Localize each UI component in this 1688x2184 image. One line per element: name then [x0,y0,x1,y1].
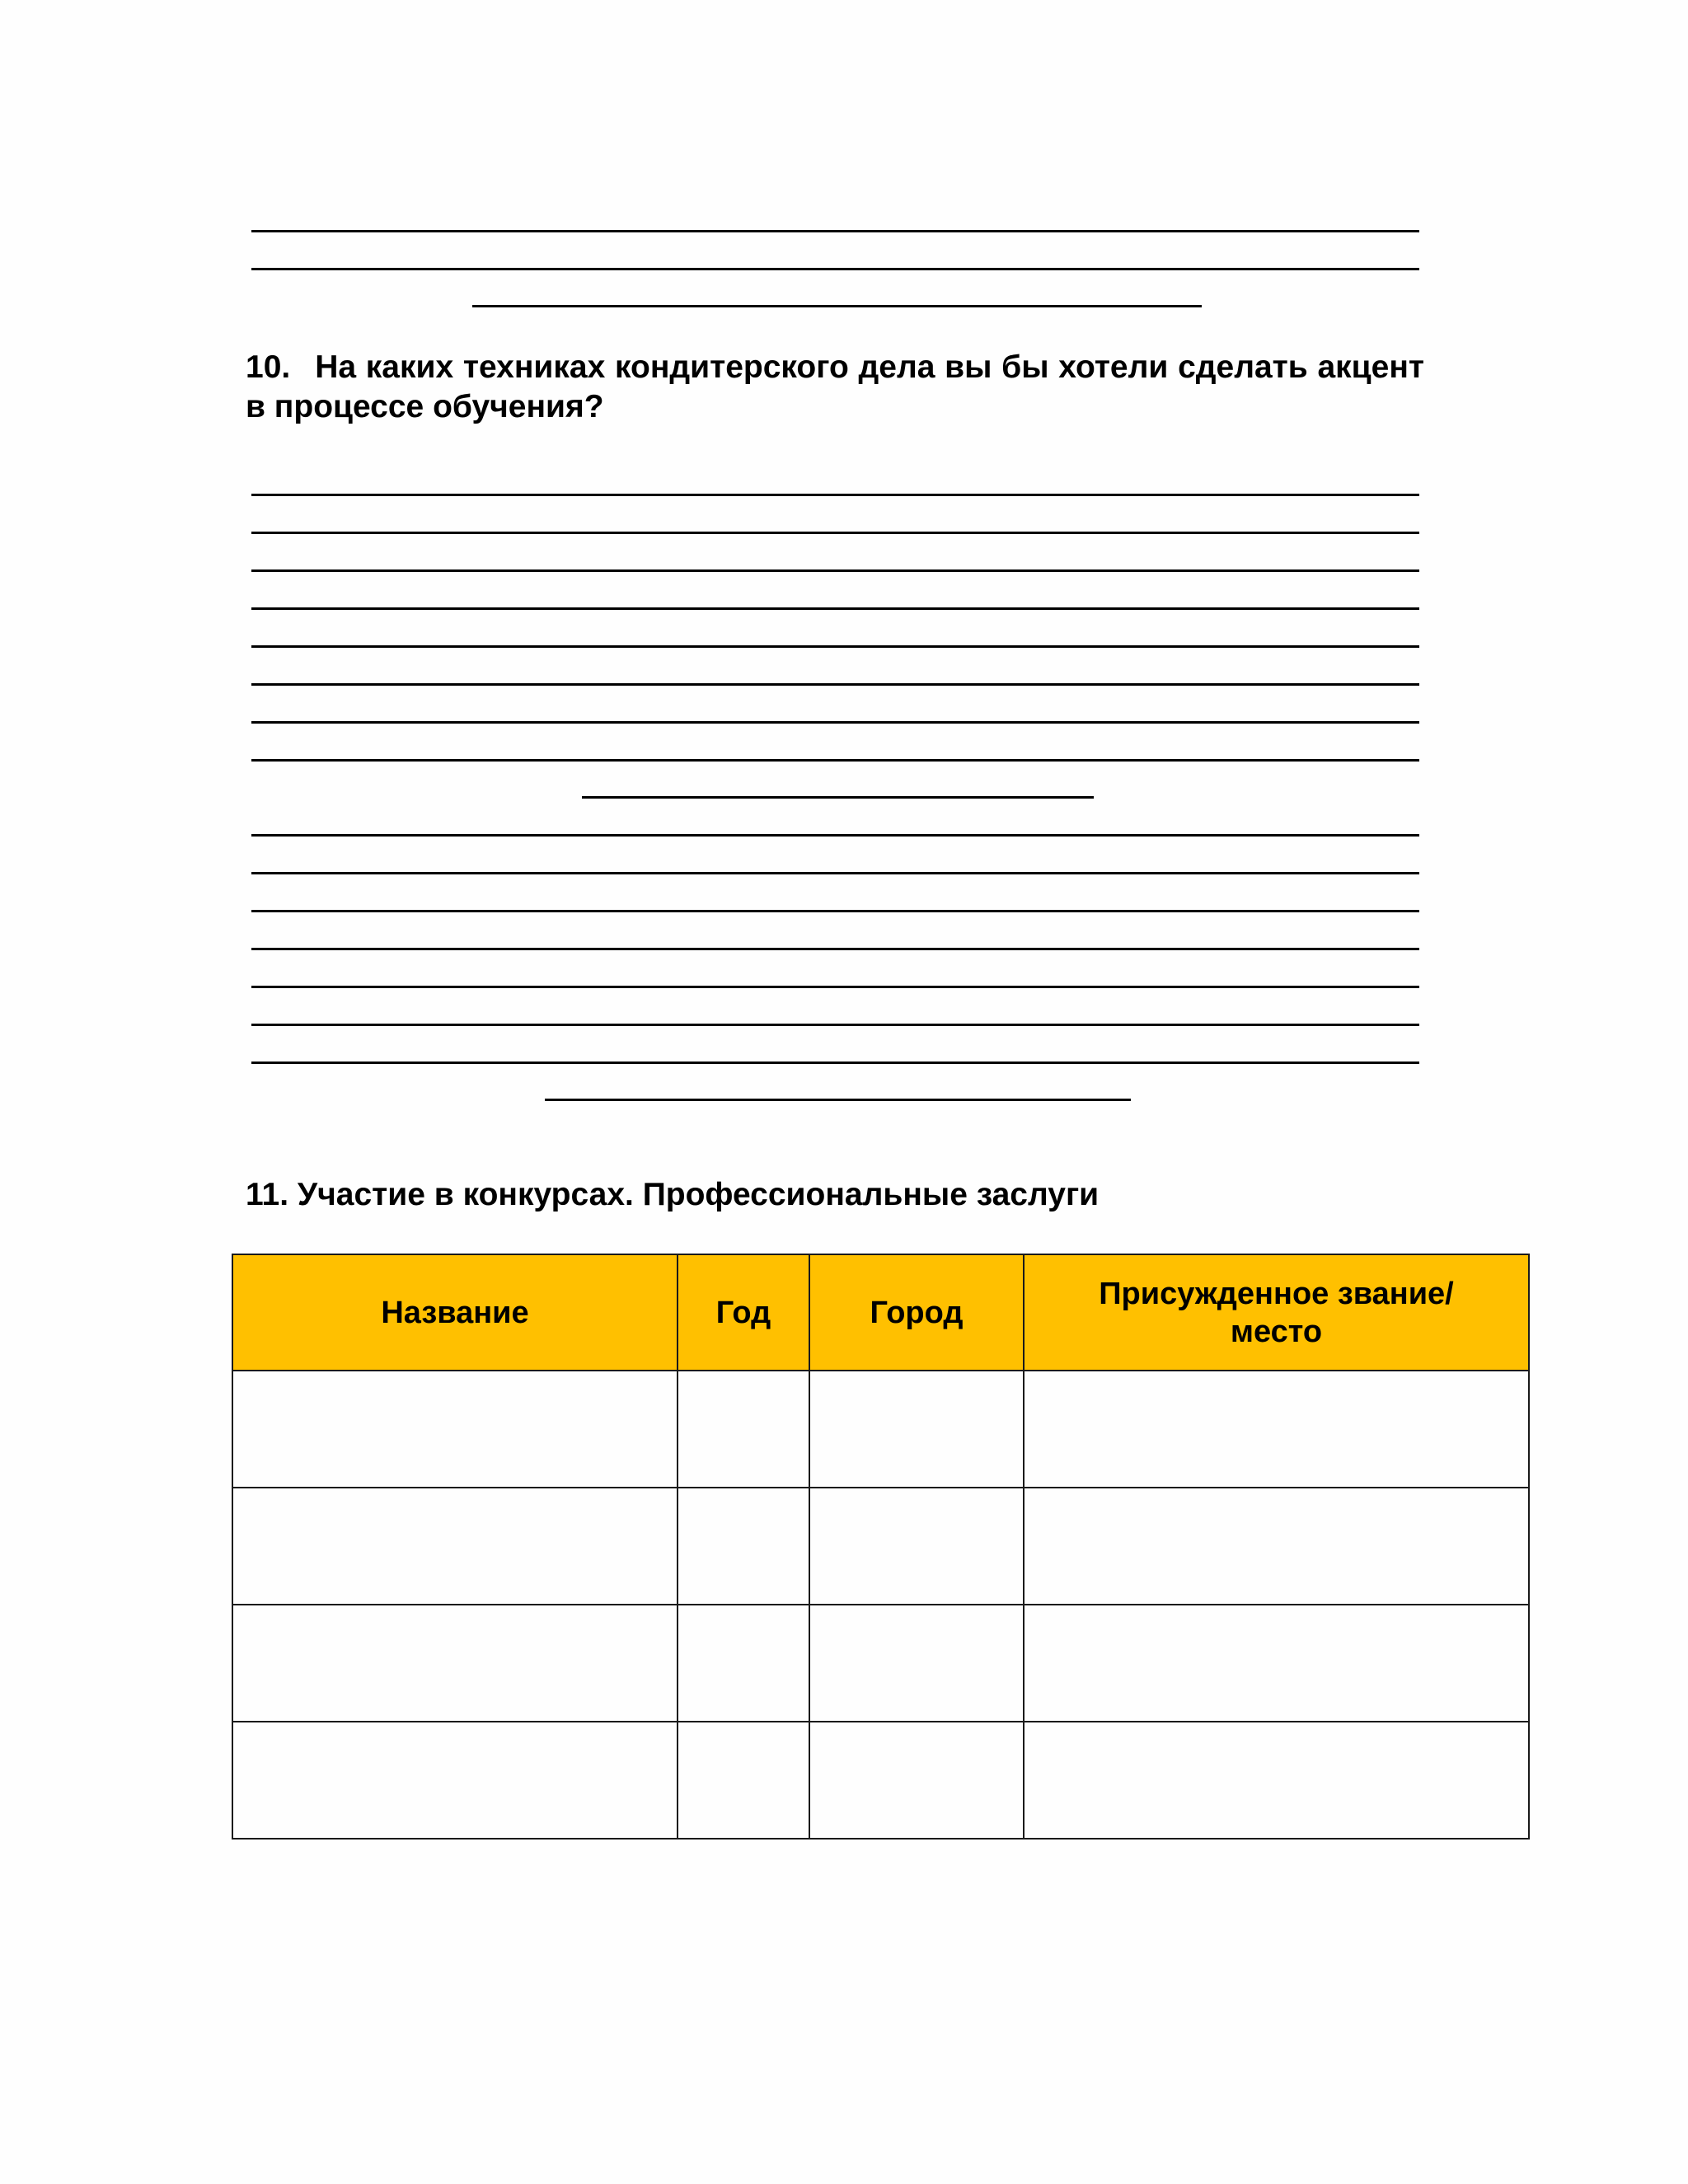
cell-city[interactable] [809,1488,1024,1605]
answer-line[interactable] [251,683,1419,686]
merits-table [232,1254,1530,1840]
cell-year[interactable] [678,1371,809,1488]
answer-line[interactable] [251,948,1419,950]
answer-line[interactable] [251,532,1419,534]
cell-name[interactable] [232,1371,678,1488]
question-10-text: На каких техниках кондитерского дела вы бы хотели сделать акцент в процессе обучения? [246,349,1424,424]
question-11-title: 11. Участие в конкурсах. Профессиональные заслуги [246,1177,1100,1212]
table-row [232,1371,1529,1488]
cell-year[interactable] [678,1488,809,1605]
answer-line[interactable] [251,910,1419,912]
answer-line[interactable] [251,721,1419,724]
cell-award[interactable] [1024,1605,1529,1722]
answer-line[interactable] [251,1062,1419,1064]
answer-line[interactable] [251,1024,1419,1026]
cell-city[interactable] [809,1605,1024,1722]
table-header-row [232,1254,1529,1371]
answer-line[interactable] [472,305,1202,307]
header-year: Год [678,1254,809,1371]
header-city: Город [809,1254,1024,1371]
answer-line[interactable] [545,1099,1131,1101]
answer-line[interactable] [251,230,1419,232]
answer-line[interactable] [251,494,1419,496]
table-row [232,1605,1529,1722]
table-row [232,1722,1529,1839]
table-row [232,1488,1529,1605]
cell-year[interactable] [678,1605,809,1722]
cell-city[interactable] [809,1722,1024,1839]
question-10-number: 10. [246,349,291,385]
cell-name[interactable] [232,1605,678,1722]
header-name: Название [232,1254,678,1371]
answer-line[interactable] [251,759,1419,762]
cell-award[interactable] [1024,1722,1529,1839]
answer-line[interactable] [251,834,1419,837]
cell-award[interactable] [1024,1371,1529,1488]
cell-city[interactable] [809,1371,1024,1488]
answer-line[interactable] [582,796,1094,799]
cell-award[interactable] [1024,1488,1529,1605]
answer-line[interactable] [251,986,1419,988]
cell-year[interactable] [678,1722,809,1839]
answer-line[interactable] [251,645,1419,648]
cell-name[interactable] [232,1488,678,1605]
cell-name[interactable] [232,1722,678,1839]
answer-line[interactable] [251,268,1419,270]
answer-line[interactable] [251,872,1419,874]
question-10 [246,348,1424,427]
answer-line[interactable] [251,569,1419,572]
header-award: Присужденное звание/ место [1024,1254,1529,1371]
answer-line[interactable] [251,607,1419,610]
